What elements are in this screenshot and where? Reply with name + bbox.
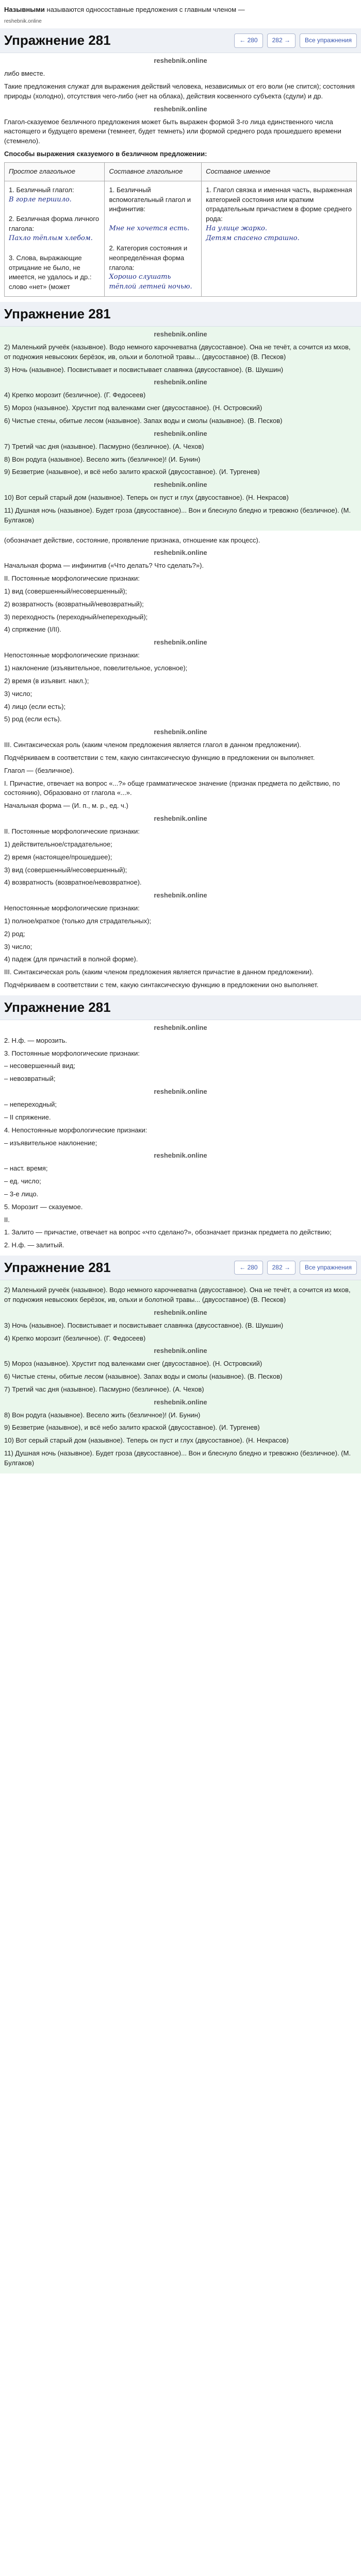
cell-example: Пахло тёплым хлебом.	[9, 234, 93, 242]
morph-line: I. Причастие, отвечает на вопрос «...?» обще грамматическое значение (признак предмета по действию, по состоянию), Образовано от глагола «...».	[4, 779, 340, 797]
cell-example: Хорошо слушать тёплой летней ночью.	[109, 273, 192, 291]
table-cell	[5, 181, 105, 296]
morph-line: Непостоянные морфологические признаки:	[4, 651, 140, 659]
cell-text: слово «нет» (может	[9, 283, 70, 291]
table-header: Составное глагольное	[105, 162, 202, 181]
term-bold: Назывными	[4, 6, 45, 13]
analysis-line: II.	[4, 1215, 10, 1224]
cell-text: 1. Безличный вспомогательный глагол и инфинитив:	[109, 185, 191, 213]
analysis-line: – II спряжение.	[4, 1113, 51, 1121]
watermark: reshebnik.online	[154, 57, 207, 65]
morph-line: 4) падеж (для причастий в полной форме).	[4, 955, 138, 963]
analysis-line: – ед. число;	[4, 1177, 41, 1185]
all-exercises-button[interactable]: Все упражнения	[300, 1261, 357, 1275]
morph-line: 5) род (если есть).	[4, 715, 62, 723]
answer-item: 7) Третий час дня (назывное). Пасмурно (безличное). (А. Чехов)	[4, 442, 204, 450]
watermark: reshebnik.online	[154, 1151, 207, 1160]
morph-line: 3) вид (совершенный/несовершенный);	[4, 866, 127, 874]
watermark: reshebnik.online	[154, 105, 207, 113]
cell-text: 2. Безличная форма личного глагола:	[9, 215, 100, 233]
morph-line: 2) время (настоящее/прошедшее);	[4, 853, 112, 861]
table-cell	[202, 181, 357, 296]
table-header: Составное именное	[202, 162, 357, 181]
analysis-line: – несовершенный вид;	[4, 1062, 75, 1070]
cell-text: 2. Категория состояния и неопределённая форма глагола:	[109, 244, 188, 272]
table-row	[5, 181, 357, 296]
analysis-section	[0, 1020, 361, 1256]
answer-item: 10) Вот серый старый дом (назывное). Теперь он пуст и глух (двусоставное). (Н. Некрасов)	[4, 494, 289, 502]
answer-item: 11) Душная ночь (назывное). Будет гроза (двусоставное)... Вон и блеснуло бледно и тревожно (безличное). (М. Булгаков)	[4, 1449, 351, 1467]
predicate-table	[4, 162, 357, 297]
answers-section-repeat	[0, 1280, 361, 1473]
morph-line: 4) возвратность (возвратное/невозвратное).	[4, 878, 142, 887]
morph-section	[0, 531, 361, 995]
watermark-small: reshebnik.online	[4, 18, 42, 24]
answer-item: 10) Вот серый старый дом (назывное). Теперь он пуст и глух (двусоставное). (Н. Некрасов)	[4, 1436, 289, 1445]
intro-section	[0, 0, 361, 28]
header-bar	[0, 995, 361, 1020]
answer-item: 4) Крепко морозит (безличное). (Г. Федосеев)	[4, 391, 146, 399]
theory-paragraph-2: Глагол-сказуемое безличного предложения может быть выражен формой 3-го лица единственного числа настоящего и будущего времени (темнеет, будет темнеть) или формой среднего рода прошедшего времени (стемнело).	[4, 117, 341, 145]
answer-item: 2) Маленький ручеёк (назывное). Водо немного карочневатна (двусоставное). Она не течёт, а сочится из мхов, от подножия невысоких берёзок, ив, ольхи и болотной травы... (двусоставное) (В. Песков)	[4, 1286, 351, 1303]
analysis-line: – наст. время;	[4, 1164, 48, 1173]
answer-item: 11) Душная ночь (назывное). Будет гроза (двусоставное)... Вон и блеснуло бледно и тревожно (безличное). (М. Булгаков)	[4, 506, 351, 524]
morph-line: Начальная форма — (И. п., м. р., ед. ч.)	[4, 802, 128, 810]
page-title: Упражнение 281	[4, 306, 111, 321]
prev-button[interactable]: ← 280	[234, 1261, 262, 1275]
cell-example: В горле першило.	[9, 195, 72, 204]
page-title: Упражнение 281	[4, 999, 111, 1015]
next-label: 282	[272, 37, 283, 44]
morph-line: (обозначает действие, состояние, проявление признака, отношение как процесс).	[4, 536, 260, 544]
prev-button[interactable]: ← 280	[234, 33, 262, 47]
next-label: 282	[272, 1263, 283, 1271]
morph-line: 3) число;	[4, 689, 32, 698]
watermark: reshebnik.online	[154, 728, 207, 736]
answer-item: 4) Крепко морозит (безличное). (Г. Федосеев)	[4, 1334, 146, 1342]
watermark: reshebnik.online	[154, 815, 207, 823]
table-header-row	[5, 162, 357, 181]
analysis-line: 4. Непостоянные морфологические признаки:	[4, 1126, 147, 1134]
watermark: reshebnik.online	[154, 549, 207, 557]
analysis-line: 1. Залито — причастие, отвечает на вопрос «что сделано?», обозначает признак предмета по действию;	[4, 1228, 332, 1236]
morph-line: 3) число;	[4, 942, 32, 951]
answer-item: 9) Безветрие (назывное), и всё небо залито краской (двусоставное). (И. Тургенев)	[4, 1423, 260, 1432]
morph-line: II. Постоянные морфологические признаки:	[4, 827, 140, 835]
answer-item: 5) Мороз (назывное). Хрустит под валенками снег (двусоставное). (Н. Островский)	[4, 404, 262, 412]
watermark: reshebnik.online	[154, 1088, 207, 1096]
answer-item: 5) Мороз (назывное). Хрустит под валенками снег (двусоставное). (Н. Островский)	[4, 1360, 262, 1368]
watermark: reshebnik.online	[154, 1308, 207, 1316]
morph-line: Начальная форма — инфинитив («Что делать? Что сделать?»).	[4, 562, 204, 570]
morph-line: III. Синтаксическая роль (каким членом предложения является глагол в данном предложении).	[4, 741, 301, 749]
prev-label: 280	[247, 1263, 258, 1271]
morph-line: 3) переходность (переходный/непереходный);	[4, 613, 148, 621]
nav-group	[234, 33, 357, 47]
page-title: Упражнение 281	[4, 1259, 111, 1275]
watermark: reshebnik.online	[154, 429, 207, 437]
answer-item: 8) Вон родуга (назывное). Весело жить (безличное)! (И. Бунин)	[4, 455, 201, 463]
theory-paragraph-1: Такие предложения служат для выражения действий человека, независимых от его воли (не спится); состояния природы (холодно), отсутствия чего-либо (нет на облака), действия косвенного субъекта (сдули) и др.	[4, 82, 355, 100]
analysis-line: – непереходный;	[4, 1100, 57, 1108]
answer-item: 7) Третий час дня (назывное). Пасмурно (безличное). (А. Чехов)	[4, 1385, 204, 1393]
morph-line: Подчёркиваем в соответствии с тем, какую синтаксическую функцию в предложении оно выполняет.	[4, 981, 319, 989]
answer-item: 2) Маленький ручеёк (назывное). Водо немного карочневатна (двусоставное). Она не течёт, а сочится из мхов, от подножия невысоких берёзок, ив, ольхи и болотной травы... (двусоставное) (В. Песков)	[4, 343, 351, 361]
answer-item: 6) Чистые стены, обитые лесом (назывное). Запах воды и смолы (назывное). (В. Песков)	[4, 416, 283, 425]
watermark: reshebnik.online	[154, 378, 207, 386]
next-button[interactable]: 282 →	[267, 1261, 296, 1275]
cell-example: Детям спасено страшно.	[206, 234, 300, 242]
analysis-line: 2. Н.ф. — морозить.	[4, 1036, 68, 1044]
intro-rest: называются односоставные предложения с главным членом —	[44, 6, 245, 13]
cell-text: 1. Глагол связка и именная часть, выраженная категорией состояния или кратким отрадательным причастием в форме среднего рода:	[206, 185, 352, 223]
answers-section	[0, 327, 361, 531]
analysis-line: 2. Н.ф. — залитый.	[4, 1241, 64, 1249]
ways-title-text: Способы выражения сказуемого в безличном предложении:	[4, 150, 207, 158]
morph-line: II. Постоянные морфологические признаки:	[4, 574, 140, 583]
table-cell	[105, 181, 202, 296]
answer-item: 3) Ночь (назывное). Посвистывает и посвистывает славянка (двусоставное). (В. Шукшин)	[4, 365, 284, 374]
morph-line: Глагол — (безличное).	[4, 766, 74, 774]
answer-item: 3) Ночь (назывное). Посвистывает и посвистывает славянка (двусоставное). (В. Шукшин)	[4, 1321, 284, 1329]
answer-item: 6) Чистые стены, обитые лесом (назывное). Запах воды и смолы (назывное). (В. Песков)	[4, 1372, 283, 1381]
cell-example: На улице жарко.	[206, 225, 267, 233]
ways-title	[4, 149, 357, 159]
header-bar	[0, 1256, 361, 1280]
morph-line: 1) полное/краткое (только для страдательных);	[4, 917, 152, 925]
morph-line: 4) лицо (если есть);	[4, 702, 66, 710]
morph-line: 1) наклонение (изъявительное, повелительное, условное);	[4, 664, 188, 672]
prev-label: 280	[247, 37, 258, 44]
theory-section	[0, 53, 361, 302]
analysis-line: 5. Морозит — сказуемое.	[4, 1202, 83, 1211]
watermark: reshebnik.online	[154, 891, 207, 900]
header-bar	[0, 302, 361, 327]
intro-line	[4, 5, 357, 15]
morph-line: 1) вид (совершенный/несовершенный);	[4, 587, 127, 595]
page-title: Упражнение 281	[4, 32, 111, 48]
watermark: reshebnik.online	[154, 638, 207, 647]
cell-text: 3. Слова, выражающие отрицание не было, не имеется, не удалось и др.:	[9, 253, 92, 281]
analysis-line: – 3-е лицо.	[4, 1190, 39, 1198]
morph-line: III. Синтаксическая роль (каким членом предложения является причастие в данном предложении).	[4, 968, 314, 976]
morph-line: Непостоянные морфологические признаки:	[4, 904, 140, 912]
theory-line: либо вместе.	[4, 70, 45, 78]
analysis-line: – невозвратный;	[4, 1075, 56, 1083]
table-header: Простое глагольное	[5, 162, 105, 181]
watermark: reshebnik.online	[154, 1023, 207, 1031]
watermark: reshebnik.online	[154, 481, 207, 489]
morph-line: Подчёркиваем в соответствии с тем, какую синтаксическую функцию в предложении он выполняет.	[4, 753, 315, 761]
answer-item: 8) Вон родуга (назывное). Весело жить (безличное)! (И. Бунин)	[4, 1411, 201, 1419]
header-bar	[0, 28, 361, 53]
cell-example: Мне не хочется есть.	[109, 225, 190, 233]
morph-line: 1) действительное/страдательное;	[4, 840, 112, 848]
analysis-line: 3. Постоянные морфологические признаки:	[4, 1049, 140, 1057]
cell-text: 1. Безличный глагол:	[9, 185, 74, 194]
analysis-line: – изъявительное наклонение;	[4, 1139, 97, 1147]
morph-line: 2) род;	[4, 929, 25, 938]
answer-item: 9) Безветрие (назывное), и всё небо залито краской (двусоставное). (И. Тургенев)	[4, 468, 260, 476]
next-button[interactable]: 282 →	[267, 33, 296, 47]
nav-group	[234, 1261, 357, 1275]
watermark: reshebnik.online	[154, 1347, 207, 1355]
watermark: reshebnik.online	[154, 330, 207, 338]
morph-line: 2) время (в изъявит. накл.);	[4, 676, 89, 685]
watermark: reshebnik.online	[154, 1398, 207, 1406]
morph-line: 2) возвратность (возвратный/невозвратный);	[4, 600, 144, 608]
all-exercises-button[interactable]: Все упражнения	[300, 33, 357, 47]
morph-line: 4) спряжение (I/II).	[4, 625, 61, 634]
